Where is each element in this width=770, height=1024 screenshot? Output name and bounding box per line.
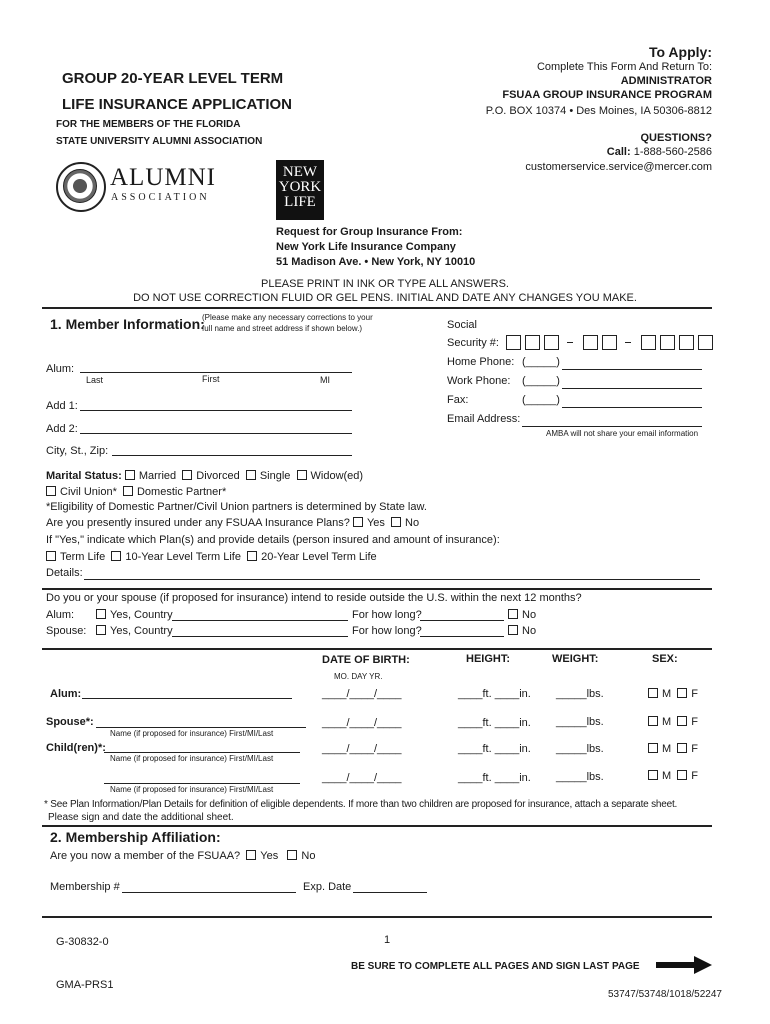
in-label: in.: [519, 743, 531, 755]
child1-name-row-field[interactable]: [104, 752, 300, 753]
female-label: F: [691, 743, 699, 755]
checkbox-icon: [247, 551, 257, 561]
plan-note-line1: * See Plan Information/Plan Details for definition of eligible dependents. If more than two children are proposed for insurance, attach a separate sheet.: [44, 799, 678, 810]
spouse-weight-field[interactable]: _____lbs.: [556, 716, 604, 728]
request-line3: 51 Madison Ave. • New York, NY 10010: [276, 256, 476, 268]
civil-union-label: Civil Union*: [60, 486, 117, 498]
nyl-logo-line: NEW: [282, 164, 318, 180]
yes-country-label: Yes, Country: [110, 625, 173, 637]
ft-label: ft.: [482, 743, 492, 755]
term-life-checkbox[interactable]: [46, 551, 105, 563]
section2-heading: 2. Membership Affiliation:: [50, 829, 221, 845]
security-label: Security #:: [447, 337, 499, 349]
details-label: Details:: [46, 567, 83, 579]
checkbox-icon: [391, 517, 401, 527]
member-question: Are you now a member of the FSUAA?: [50, 850, 241, 862]
spouse-name-note: Name (if proposed for insurance) First/MI/Last: [110, 729, 274, 738]
nyl-logo-line: LIFE: [284, 194, 316, 210]
membership-number-label: Membership #: [50, 881, 120, 893]
form-subtitle-line1: FOR THE MEMBERS OF THE FLORIDA: [56, 119, 241, 130]
correction-note-line1: (Please make any necessary corrections to your: [202, 313, 373, 322]
alum-name-label: Alum:: [46, 363, 75, 375]
checkbox-icon: [246, 850, 256, 860]
weight-header: WEIGHT:: [552, 653, 599, 665]
arrow-right-icon: [656, 956, 712, 974]
child1-dob-field[interactable]: ____/____/____: [322, 743, 402, 755]
checkbox-icon: [677, 743, 687, 753]
reside-spouse-label: Spouse:: [46, 625, 87, 637]
fax-area: (_____): [522, 394, 560, 406]
reside-alum-no[interactable]: [508, 609, 536, 621]
ssn-digit-box[interactable]: [660, 335, 675, 350]
civil-union-checkbox[interactable]: [46, 486, 117, 498]
call-label: Call:: [606, 146, 631, 158]
ft-label: ft.: [482, 717, 492, 729]
ssn-digit-box[interactable]: [583, 335, 598, 350]
divorced-checkbox[interactable]: [182, 470, 239, 482]
section-divider: [42, 648, 712, 650]
work-phone-area: (_____): [522, 375, 560, 387]
spouse-how-long-field[interactable]: [420, 636, 504, 637]
reside-alum-yes[interactable]: [96, 609, 173, 621]
row-spouse-label: Spouse*:: [46, 716, 94, 728]
form-code: G-30832-0: [56, 936, 109, 948]
if-yes-instructions: If "Yes," indicate which Plan(s) and provide details (person insured and amount of insurance):: [46, 534, 500, 546]
mailing-address: P.O. BOX 10374 • Des Moines, IA 50306-8812: [485, 105, 712, 117]
alum-sex-field[interactable]: [648, 688, 698, 700]
dob-subheader: MO. DAY YR.: [334, 672, 383, 681]
address1-label: Add 1:: [46, 400, 78, 412]
child2-weight-field[interactable]: _____lbs.: [556, 771, 604, 783]
last-name-hint: Last: [86, 375, 104, 385]
marital-status-row: [46, 470, 363, 482]
twenty-year-checkbox[interactable]: [247, 551, 377, 563]
spouse-how-long-label: For how long?: [352, 625, 422, 637]
email-address-label: Email Address:: [447, 413, 521, 425]
city-state-zip-field[interactable]: [112, 455, 352, 456]
home-phone-field[interactable]: [562, 369, 702, 370]
plan-note-line2: Please sign and date the additional sheet.: [48, 812, 234, 823]
section-divider: [42, 825, 712, 827]
no-label: No: [522, 625, 537, 637]
male-label: M: [662, 770, 672, 782]
phone-number: 1-888-560-2586: [633, 146, 712, 158]
row-alum-label: Alum:: [50, 688, 82, 700]
widowed-checkbox[interactable]: [297, 470, 364, 482]
social-label: Social: [447, 319, 477, 331]
row-children-label: Child(ren)*:: [46, 742, 106, 754]
alum-how-long-label: For how long?: [352, 609, 422, 621]
address2-field[interactable]: [80, 433, 352, 434]
checkbox-icon: [297, 470, 307, 480]
member-question-row: [50, 850, 315, 862]
marital-status-row2: [46, 486, 226, 498]
ssn-digit-box[interactable]: [544, 335, 559, 350]
request-line2: New York Life Insurance Company: [276, 241, 456, 253]
spouse-height-field[interactable]: ____ft. ____in.: [458, 717, 531, 729]
married-label: Married: [138, 470, 177, 482]
section-divider: [42, 916, 712, 918]
call-line: [607, 146, 712, 158]
female-label: F: [691, 716, 699, 728]
request-line1: Request for Group Insurance From:: [276, 226, 463, 238]
ssn-digit-box[interactable]: [506, 335, 521, 350]
exp-date-field[interactable]: [353, 892, 427, 893]
ssn-digit-box[interactable]: [525, 335, 540, 350]
yes-country-label: Yes, Country: [110, 609, 173, 621]
yes-label: Yes: [260, 850, 279, 862]
alum-height-field[interactable]: ____ft. ____in.: [458, 688, 531, 700]
ssn-field[interactable]: [506, 334, 717, 352]
child1-sex-field[interactable]: [648, 743, 698, 755]
term-life-label: Term Life: [60, 551, 106, 563]
page-number: 1: [384, 934, 391, 946]
checkbox-icon: [111, 551, 121, 561]
form-title-line1: GROUP 20-YEAR LEVEL TERM: [62, 70, 284, 87]
checkbox-icon: [508, 625, 518, 635]
no-label: No: [522, 609, 537, 621]
work-phone-label: Work Phone:: [447, 375, 511, 387]
checkbox-icon: [648, 743, 658, 753]
home-phone-label: Home Phone:: [447, 356, 515, 368]
section-divider: [42, 588, 712, 590]
contact-email: customerservice.service@mercer.com: [525, 161, 712, 173]
ft-label: ft.: [482, 688, 492, 700]
form-subtitle-line2: STATE UNIVERSITY ALUMNI ASSOCIATION: [56, 136, 263, 147]
lbs-label: lbs.: [586, 743, 604, 755]
checkbox-icon: [353, 517, 363, 527]
alumni-logo-text: ALUMNI: [110, 164, 216, 191]
reside-spouse-no[interactable]: [508, 625, 536, 637]
single-label: Single: [259, 470, 291, 482]
address2-label: Add 2:: [46, 423, 78, 435]
domestic-partner-checkbox[interactable]: [123, 486, 226, 498]
lbs-label: lbs.: [586, 688, 604, 700]
lbs-label: lbs.: [586, 771, 604, 783]
child2-dob-field[interactable]: ____/____/____: [322, 772, 402, 784]
to-apply-heading: To Apply:: [649, 44, 712, 60]
checkbox-icon: [508, 609, 518, 619]
exp-date-label: Exp. Date: [303, 881, 352, 893]
ft-label: ft.: [482, 772, 492, 784]
correction-note-line2: full name and street address if shown below.): [202, 324, 363, 333]
ssn-digit-box[interactable]: [602, 335, 617, 350]
alum-weight-field[interactable]: _____lbs.: [556, 688, 604, 700]
dob-header: DATE OF BIRTH:: [322, 654, 410, 666]
member-yes-checkbox[interactable]: [246, 850, 278, 862]
return-to-text: Complete This Form And Return To:: [536, 61, 712, 73]
address1-field[interactable]: [80, 410, 352, 411]
spouse-country-field[interactable]: [172, 636, 348, 637]
checkbox-icon: [648, 716, 658, 726]
checkbox-icon: [246, 470, 256, 480]
spouse-dob-field[interactable]: ____/____/____: [322, 717, 402, 729]
alum-how-long-field[interactable]: [420, 620, 504, 621]
male-label: M: [662, 688, 672, 700]
child2-name-row-field[interactable]: [104, 783, 300, 784]
home-phone-area: (_____): [522, 356, 560, 368]
checkbox-icon: [125, 470, 135, 480]
ssn-digit-box[interactable]: [679, 335, 694, 350]
ten-year-label: 10-Year Level Term Life: [125, 551, 241, 563]
single-checkbox[interactable]: [246, 470, 291, 482]
divorced-label: Divorced: [196, 470, 240, 482]
instructions-line2: DO NOT USE CORRECTION FLUID OR GEL PENS. INITIAL AND DATE ANY CHANGES YOU MAKE.: [133, 292, 637, 304]
reside-alum-label: Alum:: [46, 609, 75, 621]
checkbox-icon: [648, 770, 658, 780]
spouse-name-row-field[interactable]: [96, 727, 306, 728]
spouse-sex-field[interactable]: [648, 716, 698, 728]
email-address-field[interactable]: [522, 426, 702, 427]
alum-name-field[interactable]: [80, 372, 352, 373]
female-label: F: [691, 770, 699, 782]
form-codes: 53747/53748/1018/52247: [607, 989, 722, 1000]
domestic-partner-label: Domestic Partner*: [136, 486, 227, 498]
child1-weight-field[interactable]: _____lbs.: [556, 743, 604, 755]
in-label: in.: [519, 772, 531, 784]
nyl-logo-line: YORK: [278, 179, 322, 195]
alum-dob-field[interactable]: ____/____/____: [322, 688, 402, 700]
female-label: F: [691, 688, 699, 700]
no-label: No: [405, 517, 420, 529]
ten-year-checkbox[interactable]: [111, 551, 241, 563]
amba-email-note: AMBA will not share your email information: [546, 429, 699, 438]
twenty-year-label: 20-Year Level Term Life: [261, 551, 377, 563]
checkbox-icon: [46, 551, 56, 561]
eligibility-note: *Eligibility of Domestic Partner/Civil Union partners is determined by State law.: [46, 501, 427, 513]
work-phone-field[interactable]: [562, 388, 702, 389]
reside-spouse-yes[interactable]: [96, 625, 173, 637]
member-no-checkbox[interactable]: [287, 850, 315, 862]
insured-question: Are you presently insured under any FSUAA Insurance Plans?: [46, 517, 350, 529]
alum-name-row-field[interactable]: [82, 698, 292, 699]
checkbox-icon: [182, 470, 192, 480]
insured-no-checkbox[interactable]: [391, 517, 419, 529]
no-label: No: [301, 850, 316, 862]
association-logo-text: ASSOCIATION: [111, 192, 210, 203]
form-title-line2: LIFE INSURANCE APPLICATION: [62, 96, 293, 113]
child2-name-note: Name (if proposed for insurance) First/MI/Last: [110, 785, 274, 794]
administrator-text: ADMINISTRATOR: [620, 75, 712, 87]
marital-status-label: Marital Status:: [46, 470, 122, 482]
middle-initial-hint: MI: [320, 375, 330, 385]
widowed-label: Widow(ed): [310, 470, 364, 482]
checkbox-icon: [123, 486, 133, 496]
ssn-dash: [567, 342, 573, 343]
married-checkbox[interactable]: [125, 470, 176, 482]
instructions-line1: PLEASE PRINT IN INK OR TYPE ALL ANSWERS.: [261, 278, 509, 290]
checkbox-icon: [96, 625, 106, 635]
membership-number-field[interactable]: [122, 892, 296, 893]
checkbox-icon: [287, 850, 297, 860]
seal-icon: [56, 162, 106, 212]
checkbox-icon: [46, 486, 56, 496]
first-name-hint: First: [202, 374, 220, 384]
section1-heading: 1. Member Information:: [50, 316, 205, 332]
height-header: HEIGHT:: [466, 653, 510, 665]
questions-heading: QUESTIONS?: [640, 132, 712, 144]
checkbox-icon: [96, 609, 106, 619]
child2-height-field[interactable]: ____ft. ____in.: [458, 772, 531, 784]
city-state-zip-label: City, St., Zip:: [46, 445, 109, 457]
checkbox-icon: [677, 716, 687, 726]
checkbox-icon: [677, 688, 687, 698]
alum-country-field[interactable]: [172, 620, 348, 621]
in-label: in.: [519, 688, 531, 700]
new-york-life-logo: [276, 160, 324, 220]
program-text: FSUAA GROUP INSURANCE PROGRAM: [502, 89, 712, 101]
male-label: M: [662, 743, 672, 755]
ssn-dash: [625, 342, 631, 343]
fax-label: Fax:: [447, 394, 469, 406]
insured-yes-checkbox[interactable]: [353, 517, 385, 529]
section-divider: [42, 307, 712, 309]
checkbox-icon: [677, 770, 687, 780]
yes-label: Yes: [366, 517, 385, 529]
sex-header: SEX:: [652, 653, 678, 665]
plan-options-row: [46, 551, 377, 563]
insured-question-row: [46, 517, 419, 529]
reside-question: Do you or your spouse (if proposed for insurance) intend to reside outside the U.S. within the next 12 months?: [46, 592, 582, 604]
ssn-digit-box[interactable]: [641, 335, 656, 350]
details-field[interactable]: [84, 579, 700, 580]
child1-height-field[interactable]: ____ft. ____in.: [458, 743, 531, 755]
child2-sex-field[interactable]: [648, 770, 698, 782]
complete-all-pages-note: BE SURE TO COMPLETE ALL PAGES AND SIGN LAST PAGE: [351, 961, 640, 972]
male-label: M: [662, 716, 672, 728]
in-label: in.: [519, 717, 531, 729]
gma-code: GMA-PRS1: [56, 979, 114, 991]
lbs-label: lbs.: [586, 716, 604, 728]
ssn-digit-box[interactable]: [698, 335, 713, 350]
checkbox-icon: [648, 688, 658, 698]
fax-field[interactable]: [562, 407, 702, 408]
child1-name-note: Name (if proposed for insurance) First/MI/Last: [110, 754, 274, 763]
